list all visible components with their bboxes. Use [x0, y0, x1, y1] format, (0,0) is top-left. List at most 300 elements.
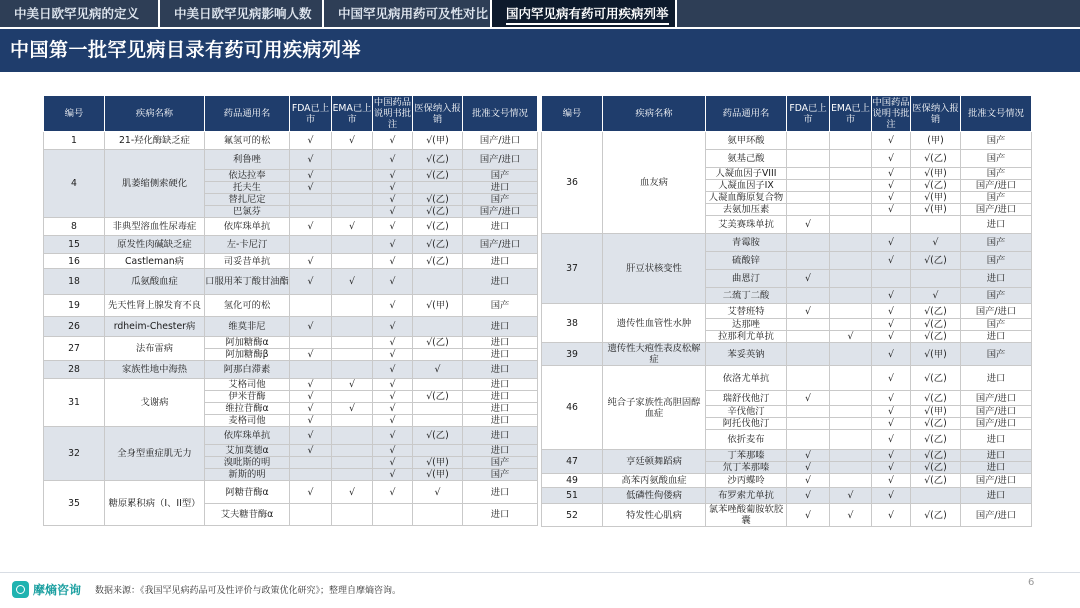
cell-number: 26	[44, 317, 105, 337]
cell-insurance: √(甲)	[911, 204, 961, 216]
cell-ema: √	[332, 218, 373, 236]
left-drug-table	[43, 95, 538, 526]
cell-china-label	[872, 216, 911, 234]
cell-ema	[830, 366, 872, 391]
cell-ema	[332, 206, 373, 218]
page-title: 中国第一批罕见病目录有药可用疾病列举	[10, 39, 362, 61]
cell-fda: √	[290, 349, 332, 361]
table-row	[542, 234, 1032, 252]
cell-drug: 阿加糖酶β	[205, 349, 290, 361]
cell-china-label: √	[373, 236, 413, 254]
cell-ema	[332, 317, 373, 337]
table-row	[44, 132, 538, 150]
cell-drug: 沙丙蝶呤	[706, 474, 787, 488]
cell-drug: 依洛尤单抗	[706, 366, 787, 391]
cell-china-label: √	[872, 180, 911, 192]
cell-fda	[787, 234, 830, 252]
footer-divider	[0, 572, 1080, 573]
cell-disease: 高苯丙氨酸血症	[603, 474, 706, 488]
cell-ema	[332, 170, 373, 182]
cell-fda: √	[787, 450, 830, 462]
header-fda: FDA已上市	[290, 96, 332, 132]
cell-drug: 阿那白滞素	[205, 361, 290, 379]
cell-china-label: √	[872, 474, 911, 488]
cell-drug: 利鲁唑	[205, 150, 290, 170]
cell-insurance: √(乙)	[911, 252, 961, 270]
cell-china-label: √	[373, 295, 413, 317]
cell-ema	[332, 469, 373, 481]
cell-approval: 国产/进口	[961, 304, 1032, 319]
cell-china-label: √	[373, 317, 413, 337]
cell-insurance: √(甲)	[413, 469, 463, 481]
cell-insurance: √(乙)	[413, 150, 463, 170]
cell-approval: 进口	[463, 427, 538, 445]
cell-drug: 艾替班特	[706, 304, 787, 319]
cell-china-label: √	[872, 168, 911, 180]
tab-affected-population[interactable]	[160, 0, 324, 27]
cell-insurance	[413, 379, 463, 391]
cell-fda: √	[787, 270, 830, 288]
cell-number: 16	[44, 254, 105, 269]
cell-ema	[332, 150, 373, 170]
cell-disease: Castleman病	[105, 254, 205, 269]
cell-china-label: √	[872, 192, 911, 204]
cell-fda: √	[290, 427, 332, 445]
header-ema: EMA已上市	[332, 96, 373, 132]
cell-china-label: √	[872, 288, 911, 304]
cell-approval: 国产/进口	[961, 504, 1032, 527]
cell-approval: 国产	[961, 132, 1032, 150]
tab-label: 国内罕见病有药可用疾病列举	[506, 6, 669, 25]
cell-approval: 进口	[463, 379, 538, 391]
cell-fda: √	[787, 216, 830, 234]
cell-ema: √	[332, 379, 373, 391]
cell-ema	[830, 319, 872, 331]
cell-china-label: √	[373, 132, 413, 150]
cell-number: 38	[542, 304, 603, 343]
cell-china-label: √	[373, 469, 413, 481]
cell-approval: 国产	[961, 168, 1032, 180]
cell-ema	[830, 252, 872, 270]
cell-fda	[787, 366, 830, 391]
cell-drug: 阿加糖酶α	[205, 337, 290, 349]
cell-number: 39	[542, 343, 603, 366]
cell-fda: √	[290, 391, 332, 403]
cell-number: 46	[542, 366, 603, 450]
table-row	[44, 379, 538, 391]
header-disease: 疾病名称	[603, 96, 706, 132]
cell-insurance	[413, 445, 463, 457]
cell-china-label: √	[872, 234, 911, 252]
cell-number: 36	[542, 132, 603, 234]
cell-china-label: √	[373, 457, 413, 469]
cell-ema: √	[830, 488, 872, 504]
cell-drug: 新斯的明	[205, 469, 290, 481]
brand-logo	[12, 578, 81, 600]
cell-fda	[787, 343, 830, 366]
cell-number: 4	[44, 150, 105, 218]
cell-insurance: √(乙)	[911, 462, 961, 474]
header-china-label: 中国药品说明书批注	[872, 97, 910, 130]
cell-drug: 拉那利尤单抗	[706, 331, 787, 343]
cell-ema	[830, 462, 872, 474]
cell-china-label	[373, 504, 413, 526]
cell-china-label: √	[872, 132, 911, 150]
cell-approval: 国产/进口	[961, 406, 1032, 418]
cell-drug: 人凝血酶原复合物	[706, 192, 787, 204]
cell-insurance	[911, 488, 961, 504]
cell-fda: √	[787, 304, 830, 319]
cell-number: 37	[542, 234, 603, 304]
cell-fda: √	[787, 504, 830, 527]
cell-insurance: √(甲)	[911, 343, 961, 366]
cell-drug: 瑞舒伐他汀	[706, 391, 787, 406]
cell-ema	[830, 168, 872, 180]
cell-china-label: √	[373, 427, 413, 445]
cell-ema: √	[332, 481, 373, 504]
cell-ema	[332, 337, 373, 349]
table-row	[44, 236, 538, 254]
cell-insurance: √(甲)	[911, 192, 961, 204]
cell-approval: 国产	[463, 295, 538, 317]
cell-fda: √	[290, 403, 332, 415]
cell-fda	[787, 430, 830, 450]
cell-drug: 托夫生	[205, 182, 290, 194]
cell-fda	[787, 319, 830, 331]
cell-fda: √	[787, 462, 830, 474]
cell-approval: 进口	[463, 254, 538, 269]
cell-ema	[332, 391, 373, 403]
cell-fda	[787, 180, 830, 192]
cell-insurance: √(乙)	[911, 504, 961, 527]
cell-ema	[830, 406, 872, 418]
cell-china-label: √	[373, 206, 413, 218]
cell-china-label: √	[373, 170, 413, 182]
cell-drug: 艾夫糖苷酶α	[205, 504, 290, 526]
cell-drug: 去氨加压素	[706, 204, 787, 216]
cell-drug: 二巯丁二酸	[706, 288, 787, 304]
cell-approval: 进口	[463, 481, 538, 504]
cell-china-label: √	[872, 406, 911, 418]
cell-drug: 布罗索尤单抗	[706, 488, 787, 504]
cell-ema	[332, 415, 373, 427]
cell-ema	[332, 445, 373, 457]
cell-fda	[290, 206, 332, 218]
cell-approval: 进口	[463, 269, 538, 295]
cell-drug: 维莫非尼	[205, 317, 290, 337]
cell-china-label: √	[373, 481, 413, 504]
cell-fda	[290, 236, 332, 254]
cell-china-label: √	[872, 204, 911, 216]
cell-disease: 纯合子家族性高胆固醇血症	[603, 366, 706, 450]
cell-approval: 进口	[961, 430, 1032, 450]
cell-insurance	[413, 349, 463, 361]
cell-approval: 国产	[463, 457, 538, 469]
cell-insurance: √(乙)	[413, 337, 463, 349]
cell-number: 47	[542, 450, 603, 474]
cell-drug: 苯妥英钠	[706, 343, 787, 366]
cell-china-label	[872, 270, 911, 288]
cell-insurance: √	[911, 234, 961, 252]
cell-number: 51	[542, 488, 603, 504]
table-row	[44, 150, 538, 170]
tab-label: 中美日欧罕见病的定义	[14, 6, 140, 21]
table-row	[542, 366, 1032, 391]
cell-insurance: √(乙)	[413, 218, 463, 236]
cell-approval: 进口	[463, 337, 538, 349]
cell-fda	[290, 337, 332, 349]
cell-number: 1	[44, 132, 105, 150]
logo-text: 摩熵咨询	[33, 582, 82, 597]
cell-china-label: √	[373, 445, 413, 457]
cell-ema	[830, 304, 872, 319]
cell-drug: 艾美赛珠单抗	[706, 216, 787, 234]
cell-insurance: √(乙)	[911, 180, 961, 192]
cell-drug: 人凝血因子VIII	[706, 168, 787, 180]
cell-fda	[787, 192, 830, 204]
cell-china-label: √	[373, 337, 413, 349]
cell-number: 49	[542, 474, 603, 488]
cell-drug: 司妥昔单抗	[205, 254, 290, 269]
cell-ema	[830, 132, 872, 150]
cell-approval: 进口	[463, 361, 538, 379]
cell-ema	[830, 234, 872, 252]
cell-fda: √	[787, 488, 830, 504]
cell-china-label: √	[872, 304, 911, 319]
cell-drug: 氯苯唑酸葡胺软胶囊	[706, 504, 787, 527]
cell-fda	[787, 288, 830, 304]
cell-approval: 国产	[961, 319, 1032, 331]
cell-drug: 氨甲环酸	[706, 132, 787, 150]
cell-insurance: √(乙)	[911, 304, 961, 319]
cell-china-label: √	[373, 254, 413, 269]
table-row	[44, 337, 538, 349]
cell-disease: 法布雷病	[105, 337, 205, 361]
cell-disease: 遗传性血管性水肿	[603, 304, 706, 343]
cell-disease: 糖原累积病（I、II型）	[105, 481, 205, 526]
header-approval: 批准文号情况	[961, 96, 1032, 132]
cell-drug: 人凝血因子IX	[706, 180, 787, 192]
cell-fda	[787, 252, 830, 270]
header-approval: 批准文号情况	[463, 96, 538, 132]
cell-drug: 青霉胺	[706, 234, 787, 252]
cell-disease: 亨廷顿舞蹈病	[603, 450, 706, 474]
header-disease: 疾病名称	[105, 96, 205, 132]
cell-disease: 21-羟化酶缺乏症	[105, 132, 205, 150]
cell-fda: √	[290, 218, 332, 236]
header-china-label: 中国药品说明书批注	[373, 97, 412, 130]
header-fda: FDA已上市	[787, 96, 830, 132]
cell-china-label: √	[872, 319, 911, 331]
cell-drug: 艾格司他	[205, 379, 290, 391]
cell-fda: √	[290, 445, 332, 457]
cell-insurance	[911, 216, 961, 234]
cell-ema	[830, 450, 872, 462]
cell-insurance: √(甲)	[413, 457, 463, 469]
cell-disease: 肝豆状核变性	[603, 234, 706, 304]
header-number: 编号	[44, 96, 105, 132]
cell-insurance: √(乙)	[413, 254, 463, 269]
cell-approval: 国产	[463, 194, 538, 206]
tab-domestic-drug-list[interactable]	[492, 0, 677, 27]
cell-china-label: √	[373, 349, 413, 361]
cell-china-label: √	[872, 450, 911, 462]
cell-china-label: √	[872, 366, 911, 391]
cell-fda	[787, 204, 830, 216]
cell-insurance: √(乙)	[911, 474, 961, 488]
cell-approval: 国产/进口	[961, 180, 1032, 192]
table-row	[542, 488, 1032, 504]
cell-insurance: √(乙)	[413, 391, 463, 403]
cell-fda	[290, 194, 332, 206]
cell-number: 28	[44, 361, 105, 379]
cell-fda	[290, 504, 332, 526]
header-ema: EMA已上市	[830, 96, 872, 132]
cell-fda: √	[290, 170, 332, 182]
cell-fda	[290, 469, 332, 481]
cell-fda: √	[290, 415, 332, 427]
cell-ema	[332, 194, 373, 206]
cell-approval: 进口	[463, 182, 538, 194]
cell-ema: √	[332, 132, 373, 150]
cell-china-label: √	[872, 462, 911, 474]
cell-approval: 进口	[961, 366, 1032, 391]
cell-ema	[332, 349, 373, 361]
cell-approval: 国产/进口	[463, 150, 538, 170]
cell-fda: √	[290, 182, 332, 194]
cell-ema	[332, 254, 373, 269]
cell-approval: 国产	[961, 234, 1032, 252]
cell-fda	[290, 457, 332, 469]
cell-disease: 先天性肾上腺发育不良	[105, 295, 205, 317]
cell-approval: 国产	[961, 343, 1032, 366]
cell-number: 8	[44, 218, 105, 236]
cell-china-label: √	[373, 218, 413, 236]
table-row	[542, 343, 1032, 366]
cell-insurance: √	[413, 361, 463, 379]
cell-approval: 进口	[961, 331, 1032, 343]
cell-insurance	[413, 415, 463, 427]
cell-insurance: √(乙)	[911, 418, 961, 430]
cell-approval: 国产	[463, 469, 538, 481]
cell-drug: 氟氢可的松	[205, 132, 290, 150]
cell-china-label: √	[872, 430, 911, 450]
cell-drug: 曲恩汀	[706, 270, 787, 288]
cell-china-label: √	[872, 504, 911, 527]
cell-china-label: √	[872, 331, 911, 343]
cell-fda: √	[787, 474, 830, 488]
cell-number: 35	[44, 481, 105, 526]
tab-drug-accessibility[interactable]	[324, 0, 492, 27]
cell-number: 32	[44, 427, 105, 481]
table-row	[542, 304, 1032, 319]
cell-fda	[787, 132, 830, 150]
cell-disease: 原发性肉碱缺乏症	[105, 236, 205, 254]
cell-ema	[830, 192, 872, 204]
cell-fda: √	[290, 132, 332, 150]
cell-insurance: √(乙)	[413, 206, 463, 218]
cell-ema	[830, 204, 872, 216]
cell-ema	[332, 457, 373, 469]
table-row	[44, 269, 538, 295]
cell-number: 15	[44, 236, 105, 254]
cell-ema	[830, 418, 872, 430]
cell-approval: 进口	[961, 450, 1032, 462]
cell-insurance: √(乙)	[911, 430, 961, 450]
page-number: 6	[1028, 577, 1035, 588]
table-row	[542, 504, 1032, 527]
cell-number: 27	[44, 337, 105, 361]
cell-disease: 低磷性佝偻病	[603, 488, 706, 504]
cell-approval: 进口	[463, 391, 538, 403]
cell-china-label: √	[373, 403, 413, 415]
table-row	[44, 481, 538, 504]
cell-insurance: √(甲)	[911, 168, 961, 180]
cell-approval: 进口	[961, 462, 1032, 474]
cell-insurance	[413, 182, 463, 194]
cell-insurance: √	[413, 481, 463, 504]
cell-china-label: √	[872, 343, 911, 366]
cell-drug: 硫酸锌	[706, 252, 787, 270]
cell-insurance: (甲)	[911, 132, 961, 150]
cell-fda	[787, 418, 830, 430]
table-row	[44, 317, 538, 337]
cell-number: 18	[44, 269, 105, 295]
cell-ema: √	[332, 269, 373, 295]
cell-china-label: √	[872, 252, 911, 270]
cell-disease: 非典型溶血性尿毒症	[105, 218, 205, 236]
cell-fda	[787, 168, 830, 180]
cell-insurance	[413, 317, 463, 337]
cell-ema	[332, 427, 373, 445]
cell-china-label: √	[872, 488, 911, 504]
cell-fda	[290, 361, 332, 379]
cell-insurance: √(乙)	[413, 236, 463, 254]
cell-ema	[830, 288, 872, 304]
cell-ema	[830, 474, 872, 488]
cell-fda	[787, 150, 830, 168]
cell-drug: 丁苯那嗪	[706, 450, 787, 462]
cell-insurance: √(乙)	[911, 319, 961, 331]
cell-china-label: √	[373, 194, 413, 206]
cell-insurance: √(乙)	[911, 450, 961, 462]
cell-ema	[332, 295, 373, 317]
cell-approval: 进口	[463, 403, 538, 415]
cell-insurance: √(甲)	[911, 406, 961, 418]
cell-drug: 麦格司他	[205, 415, 290, 427]
cell-china-label: √	[373, 269, 413, 295]
cell-approval: 国产/进口	[961, 474, 1032, 488]
cell-approval: 进口	[961, 488, 1032, 504]
cell-approval: 国产/进口	[463, 132, 538, 150]
cell-drug: 依达拉奉	[205, 170, 290, 182]
cell-approval: 国产	[961, 192, 1032, 204]
cell-insurance: √(乙)	[911, 150, 961, 168]
cell-disease: rdheim-Chester病	[105, 317, 205, 337]
cell-china-label: √	[373, 391, 413, 403]
cell-insurance: √(乙)	[911, 331, 961, 343]
cell-ema	[830, 180, 872, 192]
cell-fda: √	[290, 150, 332, 170]
table-row	[44, 427, 538, 445]
cell-ema	[332, 361, 373, 379]
data-source-note: 数据来源：《我国罕见病药品可及性评价与政策优化研究》；整理自摩熵咨询。	[95, 586, 402, 596]
cell-china-label: √	[373, 182, 413, 194]
tab-definition[interactable]	[0, 0, 160, 27]
right-drug-table	[541, 95, 1032, 527]
cell-fda	[787, 331, 830, 343]
cell-number: 52	[542, 504, 603, 527]
